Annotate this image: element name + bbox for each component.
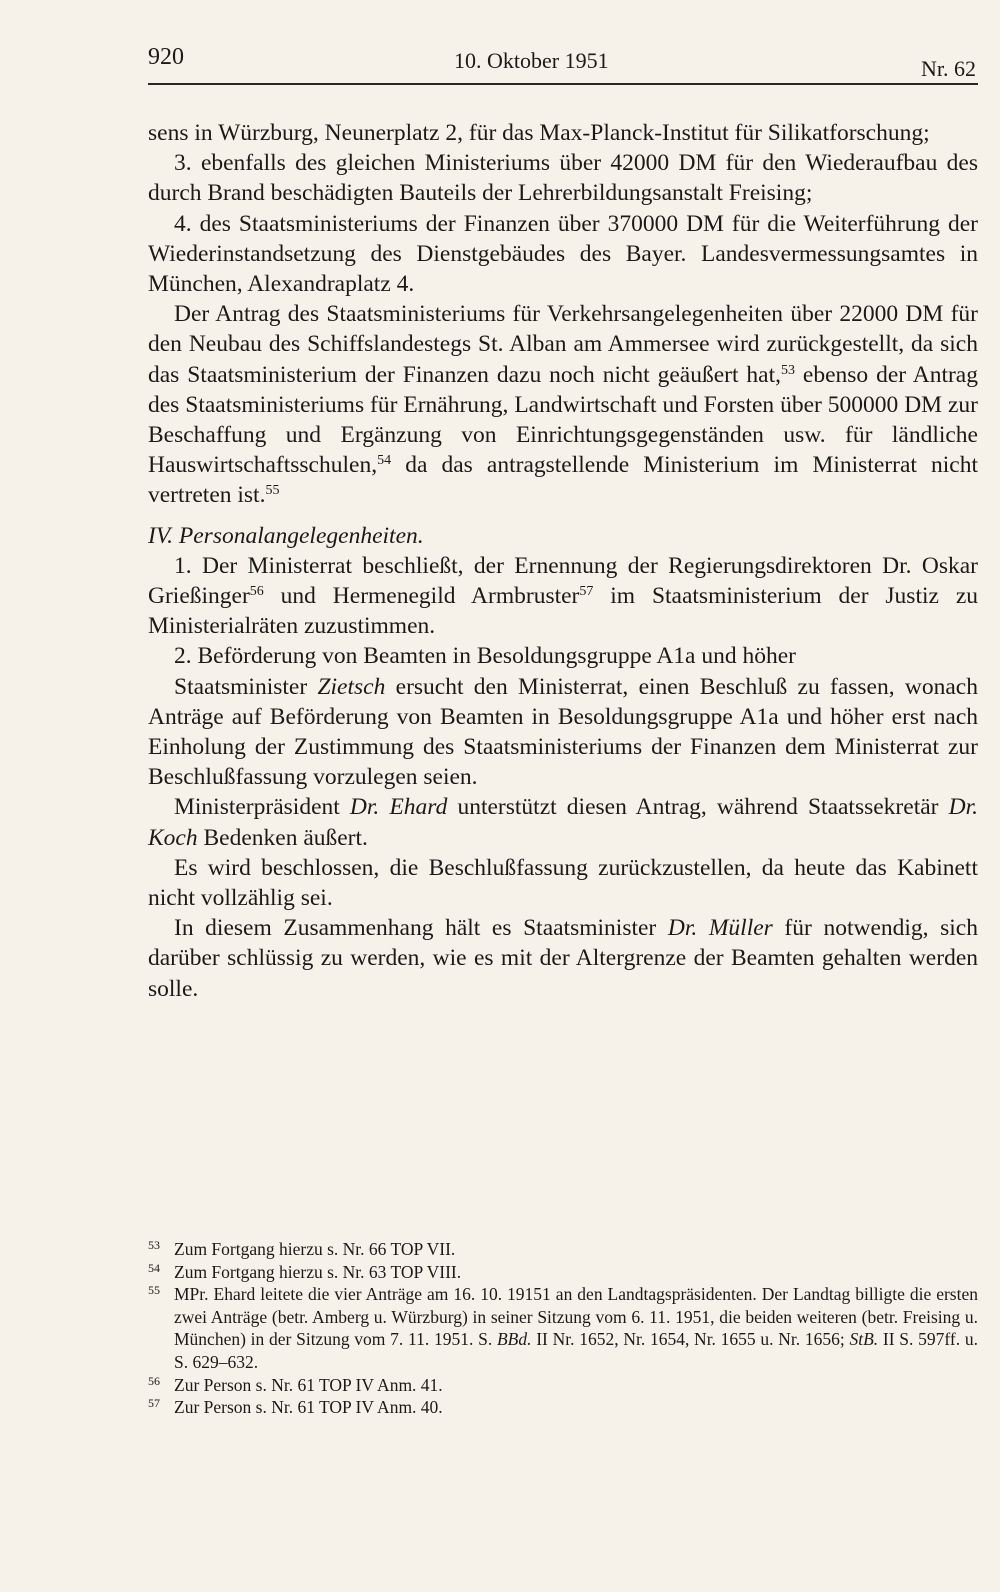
paragraph: 3. ebenfalls des gleichen Ministeriums über 42000 DM für den Wiederaufbau des durch Brand beschädigten Bauteils der Lehrerbildungsanstalt Freising; (148, 150, 978, 207)
page-number: 920 (148, 44, 184, 70)
footnote-number: 56 (148, 1373, 160, 1388)
page-header (148, 44, 976, 88)
paragraph: Ministerpräsident Dr. Ehard unterstützt diesen Antrag, während Staatssekretär Dr. Koch Bedenken äußert. (148, 794, 979, 851)
footnote-ref: 57 (579, 584, 594, 600)
paragraph: 4. des Staatsministeriums der Finanzen über 370000 DM für die Weiterführung der Wiederinstandsetzung des Dienstgebäudes des Bayer. Landesvermessungsamtes in München, Alexandraplatz 4. (148, 210, 978, 298)
footnote-ref: 56 (249, 584, 264, 600)
section-heading: IV. Personalangelegenheiten. (148, 522, 424, 549)
footnote-number: 55 (148, 1283, 160, 1298)
paragraph: 1. Der Ministerrat beschließt, der Ernennung der Regierungsdirektoren Dr. Oskar Grießinger$^{56}$ und Hermenegild Armbruster$^{57}$ im Staatsministerium der Justiz zu Ministerialräten zuzustimmen. (148, 552, 978, 640)
person-name: Dr. Müller (667, 915, 773, 942)
footnote: 55 MPr. Ehard leitete die vier Anträge am 16. 10. 19151 an den Landtagspräsidenten. Der Landtag billigte die ersten zwei Anträge (betr. Amberg u. Würzburg) in seiner Sitzung vom 6. 11. 1951, die beiden weiteren (betr. Freising u. München) in der Sitzung vom 7. 11. 1951. S. BBd. II Nr. 1652, Nr. 1654, Nr. 1655 u. Nr. 1656; StB. II S. 597ff. u. S. 629–632. (148, 1283, 978, 1373)
footnote-ref: 55 (265, 483, 280, 499)
paragraph: Es wird beschlossen, die Beschlußfassung zurückzustellen, da heute das Kabinett nicht vollzählig sei. (148, 854, 978, 912)
main-text (148, 118, 978, 1004)
person-name: Dr. Koch (148, 794, 979, 851)
footnote-ref: 54 (377, 453, 392, 469)
footnote-number: 57 (148, 1396, 160, 1411)
footnote: 54 Zum Fortgang hierzu s. Nr. 63 TOP VIII. (148, 1261, 978, 1284)
footnotes (148, 1238, 978, 1419)
footnote-number: 54 (148, 1260, 160, 1275)
paragraph: In diesem Zusammenhang hält es Staatsminister Dr. Müller für notwendig, sich darüber schlüssig zu werden, wie es mit der Altergrenze der Beamten gehalten werden solle. (148, 915, 978, 1002)
paragraph: Staatsminister Zietsch ersucht den Ministerrat, einen Beschluß zu fassen, wonach Anträge auf Beförderung von Beamten in Besoldungsgruppe A1a und höher erst nach Einholung der Zustimmung des Staatsministeriums der Finanzen dem Ministerrat zur Beschlußfassung vorzulegen seien. (148, 673, 978, 791)
footnote-number: 53 (148, 1238, 160, 1252)
document-number: Nr. 62 (921, 56, 976, 81)
footnote-ref: 53 (781, 362, 796, 378)
person-name: Zietsch (317, 673, 386, 700)
footnote: 56 Zur Person s. Nr. 61 TOP IV Anm. 41. (148, 1374, 978, 1397)
subheading: 2. Beförderung von Beamten in Besoldungsgruppe A1a und höher (174, 643, 796, 670)
paragraph: sens in Würzburg, Neunerplatz 2, für das Max-Planck-Institut für Silikatforschung; (148, 120, 930, 146)
header-date: 10. Oktober 1951 (454, 48, 609, 73)
person-name: Dr. Ehard (349, 794, 448, 821)
footnote: 57 Zur Person s. Nr. 61 TOP IV Anm. 40. (148, 1396, 978, 1419)
header-rule (148, 83, 978, 85)
footnote: 53 Zum Fortgang hierzu s. Nr. 66 TOP VII. (148, 1238, 978, 1261)
paragraph: Der Antrag des Staatsministeriums für Verkehrsangelegenheiten über 22000 DM für den Neubau des Schiffslandestegs St. Alban am Ammersee wird zurückgestellt, da sich das Staatsministerium der Finanzen dazu noch nicht geäußert hat,$^{53}$ ebenso der Antrag des Staatsministeriums für Ernährung, Landwirtschaft und Forsten über 500000 DM zur Beschaffung und Ergänzung von Einrichtungsgegenständen usw. für ländliche Hauswirtschaftsschulen,$^{54}$ da das antragstellende Ministerium im Ministerrat nicht vertreten ist.$^{55}$ (148, 301, 978, 509)
